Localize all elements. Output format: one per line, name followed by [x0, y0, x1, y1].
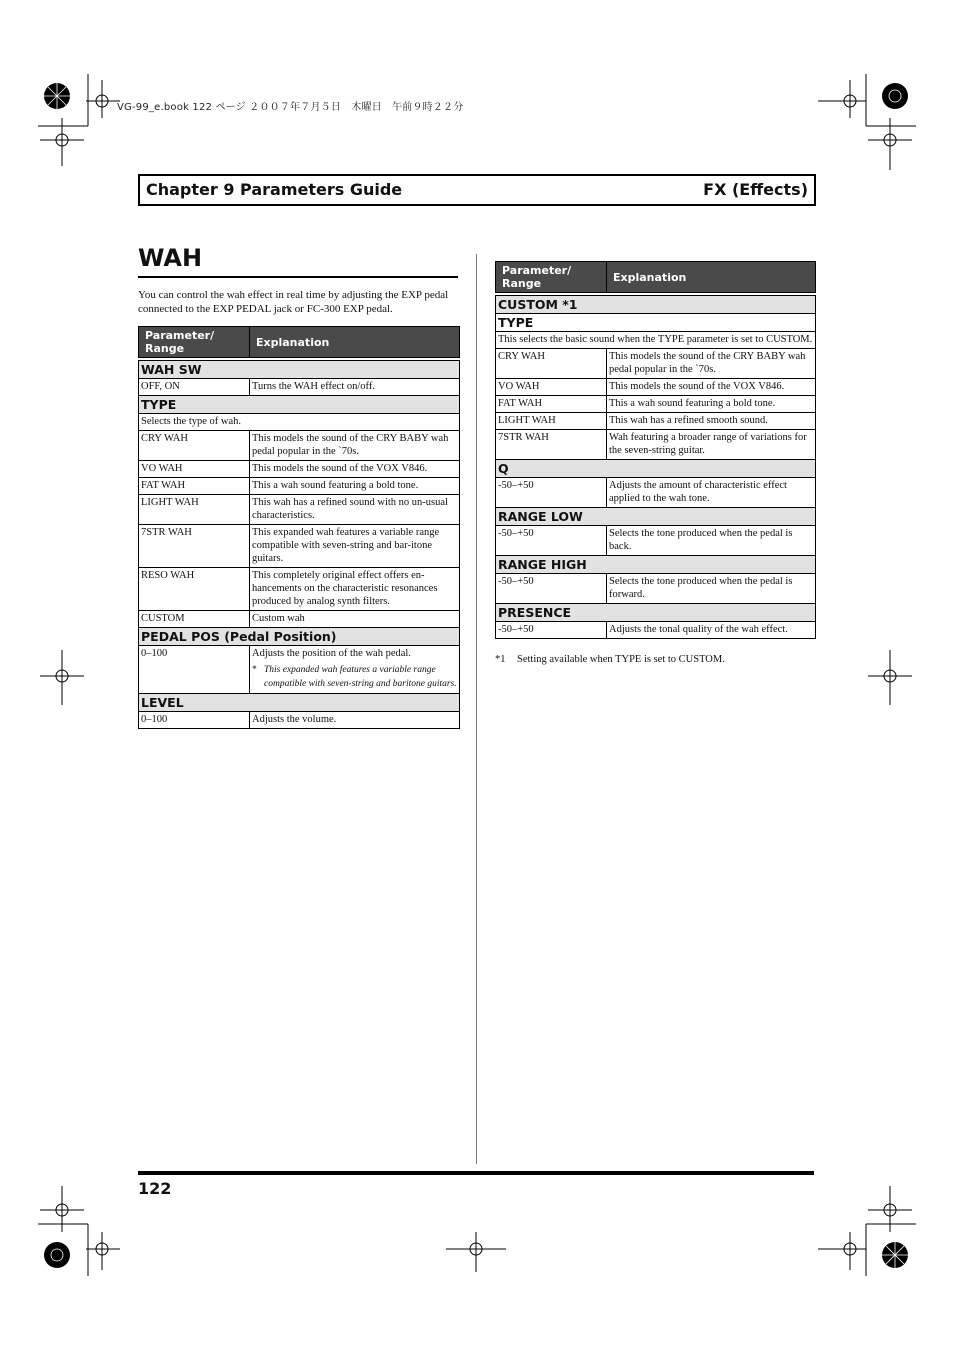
table-row: [496, 526, 816, 556]
pedal-pos-text: Adjusts the position of the wah pedal.: [252, 648, 411, 659]
row-text: Custom wah: [250, 611, 460, 628]
chapter-header: [138, 174, 816, 206]
header-param: Parameter/ Range: [496, 262, 607, 293]
row-range: 7STR WAH: [496, 430, 607, 460]
row-range: VO WAH: [139, 461, 250, 478]
table-row: [139, 646, 460, 694]
row-range: VO WAH: [496, 379, 607, 396]
row-range: 7STR WAH: [139, 525, 250, 568]
row-range: CRY WAH: [139, 431, 250, 461]
table-row: [496, 478, 816, 508]
row-text: Adjusts the amount of characteristic effect applied to the wah tone.: [607, 478, 816, 508]
row-range: -50–+50: [496, 526, 607, 556]
row-range: RESO WAH: [139, 568, 250, 611]
row-text: This wah has a refined smooth sound.: [607, 413, 816, 430]
row-range: FAT WAH: [139, 478, 250, 495]
section-type: TYPE: [496, 314, 816, 332]
row-text: This a wah sound featuring a bold tone.: [250, 478, 460, 495]
page-title: WAH: [138, 244, 203, 272]
row-range: FAT WAH: [496, 396, 607, 413]
table-row: [139, 611, 460, 628]
table-row: [139, 712, 460, 729]
table-header: [139, 327, 460, 358]
table-row: [139, 461, 460, 478]
row-range: LIGHT WAH: [139, 495, 250, 525]
table-row: [496, 622, 816, 639]
row-text: This models the sound of the VOX V846.: [250, 461, 460, 478]
row-text: This models the sound of the CRY BABY wah pedal popular in the `70s.: [607, 349, 816, 379]
header-explanation: Explanation: [607, 262, 816, 293]
row-text: This completely original effect offers en-hancements on the characteristic resonances produced by analog synth filters.: [250, 568, 460, 611]
table-row: [496, 349, 816, 379]
type-description: This selects the basic sound when the TYPE parameter is set to CUSTOM.: [496, 332, 816, 349]
section-range-low: RANGE LOW: [496, 508, 816, 526]
row-text: This models the sound of the VOX V846.: [607, 379, 816, 396]
table-row: [139, 431, 460, 461]
right-parameter-table: [495, 261, 816, 639]
file-meta: VG-99_e.book 122 ページ ２００７年７月５日 木曜日 午前９時２２分: [117, 102, 464, 113]
row-range: -50–+50: [496, 478, 607, 508]
footer-rule: [138, 1171, 814, 1175]
type-description: Selects the type of wah.: [139, 414, 460, 431]
row-range: LIGHT WAH: [496, 413, 607, 430]
note-text: This expanded wah features a variable range compatible with seven-string and baritone guitars.: [264, 665, 457, 689]
note-mark: *: [252, 665, 257, 675]
column-divider: [476, 254, 477, 1164]
row-text: Selects the tone produced when the pedal is back.: [607, 526, 816, 556]
table-row: [496, 379, 816, 396]
table-row: [139, 478, 460, 495]
section-q: Q: [496, 460, 816, 478]
row-text: This models the sound of the CRY BABY wah pedal popular in the `70s.: [250, 431, 460, 461]
footnote-mark: *1: [495, 654, 506, 665]
row-text: Adjusts the volume.: [250, 712, 460, 729]
header-param: Parameter/ Range: [139, 327, 250, 358]
header-explanation: Explanation: [250, 327, 460, 358]
pedal-pos-note: [252, 663, 457, 691]
page-number: 122: [138, 1179, 172, 1198]
section-custom: CUSTOM *1: [496, 296, 816, 314]
section-title: FX (Effects): [703, 180, 808, 199]
section-pedal-pos: PEDAL POS (Pedal Position): [139, 628, 460, 646]
row-range: 0–100: [139, 646, 250, 694]
section-level: LEVEL: [139, 694, 460, 712]
table-row: [139, 525, 460, 568]
row-text: This expanded wah features a variable range compatible with seven-string and bar-itone guitars.: [250, 525, 460, 568]
table-row: [496, 430, 816, 460]
row-text: This a wah sound featuring a bold tone.: [607, 396, 816, 413]
section-wah-sw: WAH SW: [139, 361, 460, 379]
left-parameter-table: [138, 326, 460, 729]
row-range: CUSTOM: [139, 611, 250, 628]
row-range: CRY WAH: [496, 349, 607, 379]
row-range: -50–+50: [496, 622, 607, 639]
row-text: Wah featuring a broader range of variations for the seven-string guitar.: [607, 430, 816, 460]
intro-paragraph: You can control the wah effect in real time by adjusting the EXP pedal connected to the EXP PEDAL jack or FC-300 EXP pedal.: [138, 289, 449, 315]
row-text: Selects the tone produced when the pedal is forward.: [607, 574, 816, 604]
table-row: [496, 396, 816, 413]
table-row: [496, 574, 816, 604]
table-row: [139, 568, 460, 611]
row-text: Turns the WAH effect on/off.: [250, 379, 460, 396]
table-row: [139, 495, 460, 525]
table-row: [496, 413, 816, 430]
row-range: -50–+50: [496, 574, 607, 604]
row-range: OFF, ON: [139, 379, 250, 396]
footnote: [495, 654, 725, 665]
table-header: [496, 262, 816, 293]
section-range-high: RANGE HIGH: [496, 556, 816, 574]
chapter-title: Chapter 9 Parameters Guide: [146, 180, 403, 199]
row-text: This wah has a refined sound with no un-usual characteristics.: [250, 495, 460, 525]
row-range: 0–100: [139, 712, 250, 729]
row-text: Adjusts the tonal quality of the wah effect.: [607, 622, 816, 639]
section-type: TYPE: [139, 396, 460, 414]
section-presence: PRESENCE: [496, 604, 816, 622]
title-rule: [138, 276, 458, 278]
table-row: [139, 379, 460, 396]
row-text: [250, 646, 460, 694]
footnote-text: Setting available when TYPE is set to CUSTOM.: [517, 654, 725, 665]
